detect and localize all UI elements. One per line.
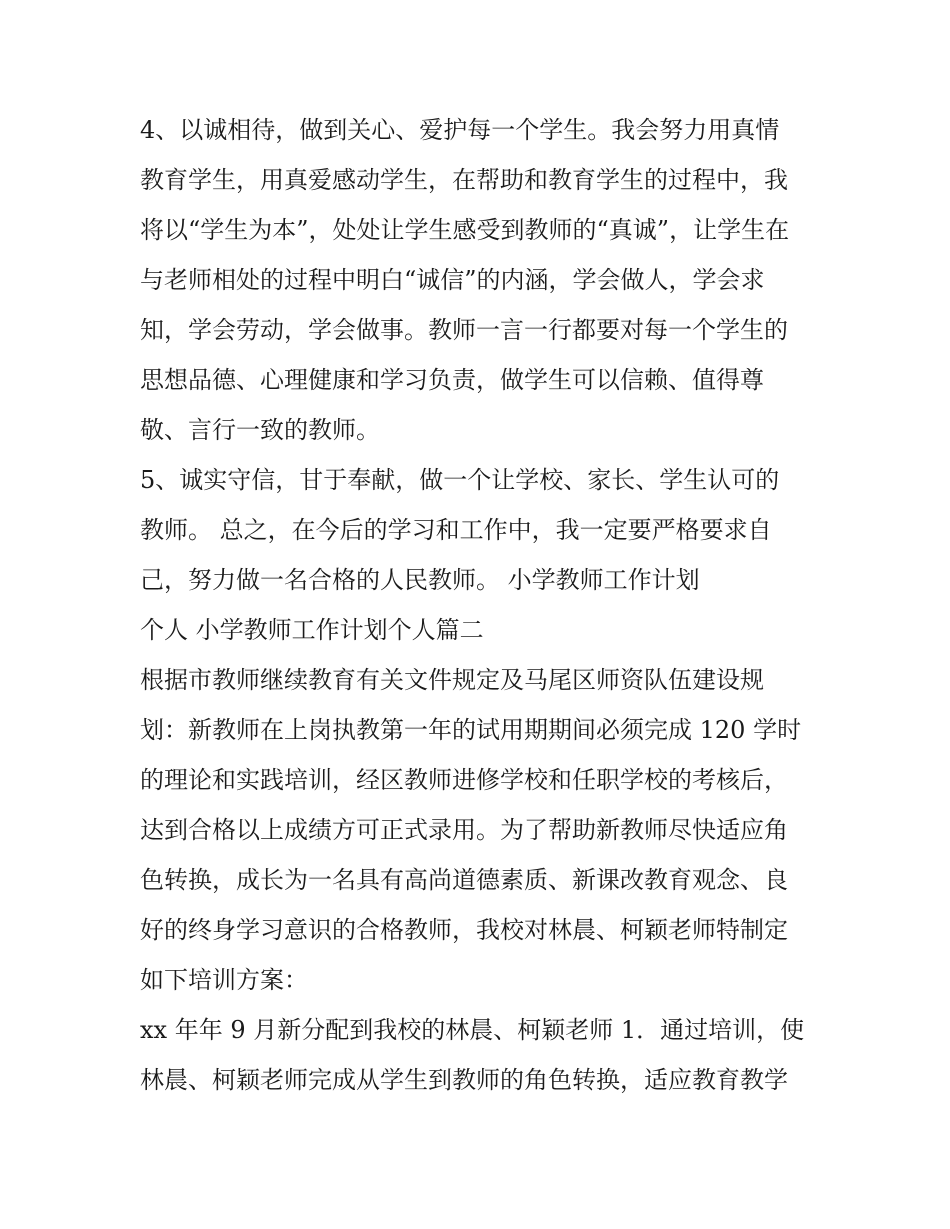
text-line: 教育学生，用真爱感动学生，在帮助和教育学生的过程中，我 bbox=[140, 166, 788, 194]
text-line: 如下培训方案： bbox=[140, 966, 308, 994]
text-line: 己，努力做一名合格的人民教师。 小学教师工作计划 bbox=[140, 566, 700, 594]
text-line: 林晨、柯颖老师完成从学生到教师的角色转换，适应教育教学 bbox=[140, 1066, 788, 1094]
text-line: 与老师相处的过程中明白“诚信”的内涵，学会做人，学会求 bbox=[140, 266, 765, 294]
text-line: 划：新教师在上岗执教第一年的试用期期间必须完成 120 学时 bbox=[140, 716, 802, 744]
text-line: 知，学会劳动，学会做事。教师一言一行都要对每一个学生的 bbox=[140, 316, 788, 344]
text-line: 色转换，成长为一名具有高尚道德素质、新课改教育观念、良 bbox=[140, 866, 788, 894]
text-line: xx 年年 9 月新分配到我校的林晨、柯颖老师 1．通过培训，使 bbox=[140, 1016, 805, 1044]
text-line: 达到合格以上成绩方可正式录用。为了帮助新教师尽快适应角 bbox=[140, 816, 788, 844]
text-line: 的理论和实践培训，经区教师进修学校和任职学校的考核后， bbox=[140, 766, 788, 794]
text-line: 4、以诚相待，做到关心、爱护每一个学生。我会努力用真情 bbox=[140, 116, 780, 144]
text-line: 将以“学生为本”，处处让学生感受到教师的“真诚”，让学生在 bbox=[140, 216, 790, 244]
text-line: 思想品德、心理健康和学习负责，做学生可以信赖、值得尊 bbox=[140, 366, 764, 394]
text-line: 敬、言行一致的教师。 bbox=[140, 416, 380, 444]
text-line: 根据市教师继续教育有关文件规定及马尾区师资队伍建设规 bbox=[140, 666, 764, 694]
text-line: 5、诚实守信，甘于奉献，做一个让学校、家长、学生认可的 bbox=[140, 466, 780, 494]
text-line: 好的终身学习意识的合格教师，我校对林晨、柯颖老师特制定 bbox=[140, 916, 788, 944]
text-line: 个人 小学教师工作计划个人篇二 bbox=[140, 616, 484, 644]
text-line: 教师。 总之，在今后的学习和工作中，我一定要严格要求自 bbox=[140, 516, 772, 544]
